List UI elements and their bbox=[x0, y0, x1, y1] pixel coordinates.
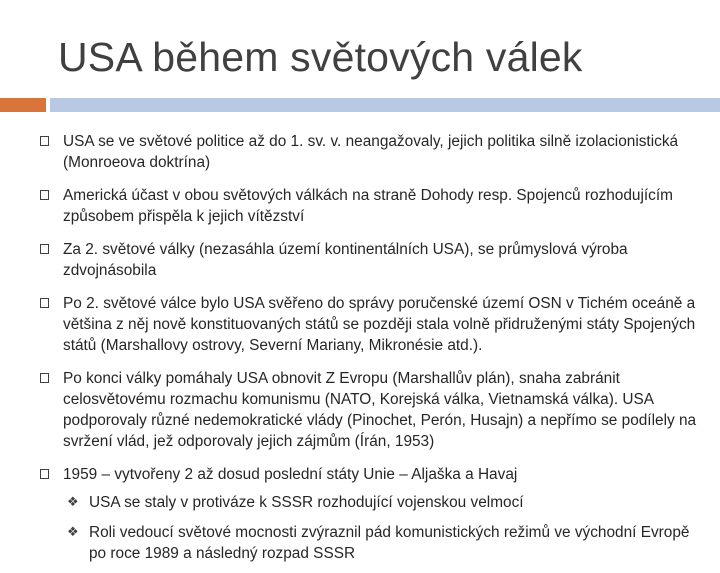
sub-bullet-item bbox=[40, 492, 710, 513]
square-bullet-icon bbox=[40, 298, 49, 308]
square-bullet-icon bbox=[40, 244, 49, 254]
bullet-text: Za 2. světové války (nezasáhla území kontinentálních USA), se průmyslová výroba zdvojnásobila bbox=[63, 241, 628, 279]
bullet-text: 1959 – vytvořeny 2 až dosud poslední státy Unie – Aljaška a Havaj bbox=[63, 466, 518, 483]
bullet-item bbox=[40, 239, 710, 281]
square-bullet-icon bbox=[40, 373, 49, 383]
square-bullet-icon bbox=[40, 190, 49, 200]
bullet-item bbox=[40, 368, 710, 452]
bullet-text: USA se ve světové politice až do 1. sv. v. neangažovaly, jejich politika silně izolacionistická (Monroeova doktrína) bbox=[63, 133, 679, 171]
bullet-item bbox=[40, 185, 710, 227]
bullet-text: Po 2. světové válce bylo USA svěřeno do správy poručenské území OSN v Tichém oceáně a většina z něj nově konstituovaných států se později stala volně přidruženými státy Spojených států (Marshallovy ostrovy, Severní Mariany, Mikronésie atd.). bbox=[63, 295, 696, 354]
sub-bullet-text: Roli vedoucí světové mocnosti zvýraznil pád komunistických režimů ve východní Evropě po roce 1989 a následný rozpad SSSR bbox=[89, 524, 690, 562]
diamond-bullet-icon: ❖ bbox=[67, 525, 79, 540]
bullet-item bbox=[40, 293, 710, 356]
sub-bullet-text: USA se staly v protiváze k SSSR rozhodující vojenskou velmocí bbox=[89, 494, 524, 511]
accent-bar-orange bbox=[0, 98, 46, 112]
bullet-list bbox=[40, 131, 710, 573]
bullet-text: Po konci války pomáhaly USA obnovit Z Evropu (Marshallův plán), snaha zabránit celosvětovému rozmachu komunismu (NATO, Korejská válka, Vietnamská válka). USA podporovaly různé nedemokratické vlády (Pinochet, Perón, Husajn) a nepřímo se podílely na svržení vlád, jež odporovaly jejich zájmům (Írán, 1953) bbox=[63, 370, 697, 450]
bullet-item bbox=[40, 131, 710, 173]
slide-title: USA během světových válek bbox=[58, 34, 583, 80]
bullet-item bbox=[40, 464, 710, 485]
square-bullet-icon bbox=[40, 136, 49, 146]
accent-bar bbox=[0, 98, 720, 112]
square-bullet-icon bbox=[40, 469, 49, 479]
diamond-bullet-icon: ❖ bbox=[67, 495, 79, 510]
bullet-text: Americká účast v obou světových válkách na straně Dohody resp. Spojenců rozhodujícím způsobem přispěla k jejich vítězství bbox=[63, 187, 673, 225]
accent-bar-blue bbox=[50, 98, 720, 112]
sub-bullet-item bbox=[40, 522, 710, 564]
